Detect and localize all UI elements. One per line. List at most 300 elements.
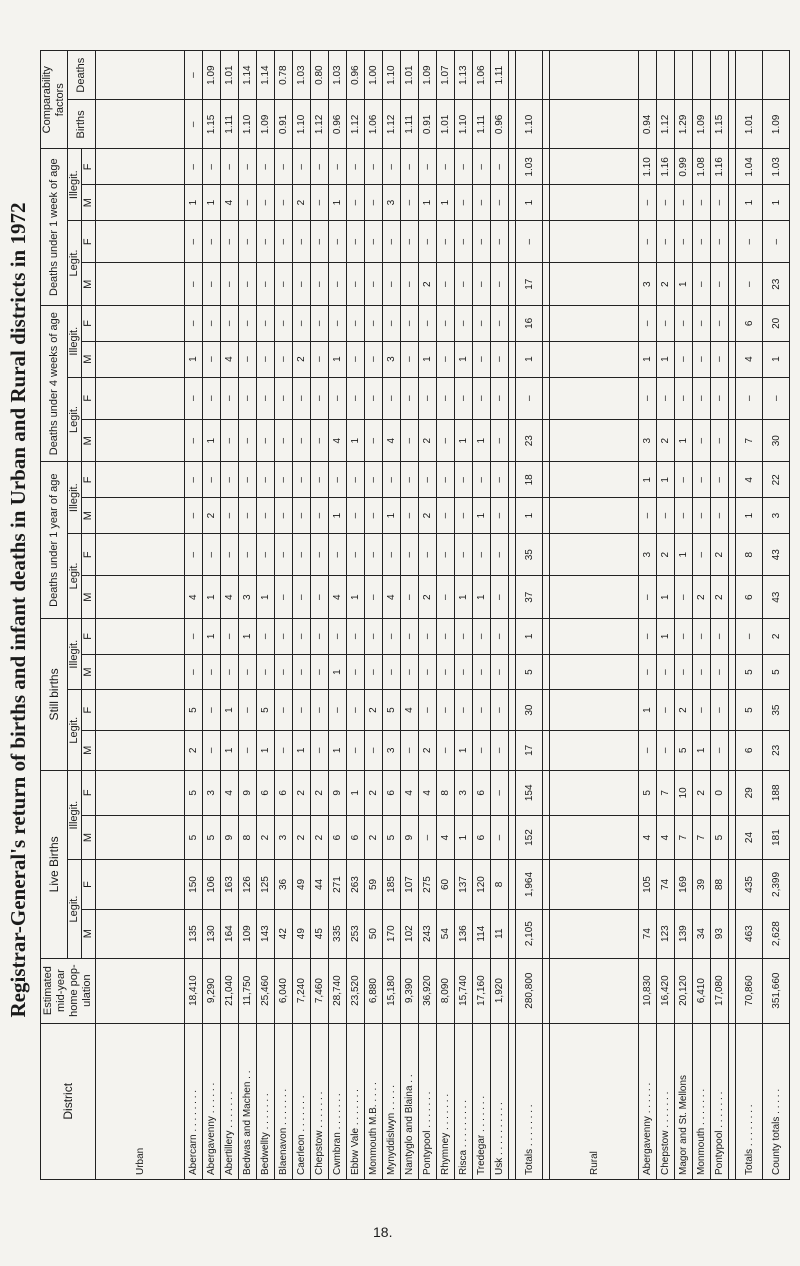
empty-cell (96, 654, 185, 690)
table-row (639, 51, 657, 1180)
data-cell: – (473, 654, 491, 690)
data-cell: – (293, 221, 311, 263)
empty-cell (550, 185, 639, 221)
legit-header: Legit. (68, 690, 82, 770)
empty-cell (509, 419, 516, 461)
empty-cell (550, 909, 639, 958)
table-row (257, 51, 275, 1180)
data-cell: – (711, 730, 729, 770)
m-header: M (82, 419, 96, 461)
data-cell: – (693, 419, 711, 461)
empty-cell (509, 618, 516, 654)
data-cell: – (221, 533, 239, 575)
data-cell: – (221, 462, 239, 498)
data-cell: – (239, 185, 257, 221)
data-cell: 1 (763, 341, 790, 377)
data-cell: 3 (763, 498, 790, 534)
data-cell: 5 (516, 654, 543, 690)
data-cell: – (293, 498, 311, 534)
data-cell: – (239, 263, 257, 305)
empty-cell (96, 419, 185, 461)
table-row (275, 51, 293, 1180)
data-cell: 1.10 (639, 149, 657, 185)
data-cell: – (639, 618, 657, 654)
data-cell: 1 (437, 185, 455, 221)
data-cell: 0.91 (275, 100, 293, 149)
data-cell: 0.78 (275, 51, 293, 100)
data-cell: – (275, 419, 293, 461)
data-cell: – (437, 690, 455, 730)
data-cell: – (203, 341, 221, 377)
data-cell: – (257, 185, 275, 221)
data-cell: 2 (293, 185, 311, 221)
district-name: Magor and St. Mellons (675, 1023, 693, 1179)
empty-cell (550, 51, 639, 100)
data-cell: – (639, 185, 657, 221)
urban-totals-row (516, 51, 543, 1180)
m-header: M (82, 185, 96, 221)
data-cell: 5 (203, 815, 221, 860)
data-cell: 6 (473, 770, 491, 815)
data-cell: 243 (419, 909, 437, 958)
data-cell: 0.96 (491, 100, 509, 149)
data-cell: 1 (639, 462, 657, 498)
data-cell: – (275, 618, 293, 654)
data-cell: 1 (347, 576, 365, 618)
data-cell: 1 (419, 341, 437, 377)
empty-cell (509, 654, 516, 690)
county-totals-row (763, 51, 790, 1180)
data-cell: – (419, 462, 437, 498)
data-cell: 15,740 (455, 958, 473, 1023)
data-cell: 1.09 (257, 100, 275, 149)
district-name: Pontypool . . . . . . . (419, 1023, 437, 1179)
data-cell: 45 (311, 909, 329, 958)
empty-cell (509, 221, 516, 263)
m-header: M (82, 576, 96, 618)
data-cell: – (491, 690, 509, 730)
data-cell: 1 (203, 185, 221, 221)
data-cell: 5 (763, 654, 790, 690)
empty-cell (509, 51, 516, 100)
data-cell: – (275, 149, 293, 185)
data-cell: – (221, 305, 239, 341)
rural-section-label-row (550, 51, 639, 1180)
data-cell: – (437, 221, 455, 263)
empty-cell (543, 305, 550, 341)
data-cell: – (329, 263, 347, 305)
empty-cell (550, 690, 639, 730)
data-cell: 1 (257, 730, 275, 770)
district-name: Abergavenny . . . . . . (639, 1023, 657, 1179)
table-row (239, 51, 257, 1180)
empty-cell (729, 690, 736, 730)
data-cell: – (401, 377, 419, 419)
data-cell: 4 (657, 815, 675, 860)
data-cell: 2 (711, 533, 729, 575)
data-cell: 18 (516, 462, 543, 498)
m-header: M (82, 730, 96, 770)
data-cell: – (401, 654, 419, 690)
data-cell: 1 (516, 498, 543, 534)
data-cell: 435 (736, 860, 763, 909)
data-cell: – (275, 533, 293, 575)
empty-cell (550, 860, 639, 909)
empty-cell (509, 909, 516, 958)
data-cell: 1 (455, 576, 473, 618)
data-cell: 2 (311, 770, 329, 815)
empty-cell (729, 730, 736, 770)
data-cell: 1 (185, 185, 203, 221)
district-name: Chepstow . . . . . . . (657, 1023, 675, 1179)
empty-cell (550, 419, 639, 461)
data-cell: – (203, 533, 221, 575)
data-cell: – (239, 654, 257, 690)
data-cell: – (257, 462, 275, 498)
data-cell: 1.01 (736, 100, 763, 149)
illegit-header: Illegit. (68, 462, 82, 534)
district-name: Totals . . . . . . . . (516, 1023, 543, 1179)
table-row (491, 51, 509, 1180)
data-cell: 1 (455, 815, 473, 860)
data-cell: – (365, 462, 383, 498)
data-cell: – (329, 149, 347, 185)
empty-cell (550, 576, 639, 618)
data-cell: 1.09 (203, 51, 221, 100)
empty-cell (543, 815, 550, 860)
empty-cell (550, 377, 639, 419)
data-cell: – (455, 654, 473, 690)
data-cell: 109 (239, 909, 257, 958)
data-cell: – (311, 462, 329, 498)
district-name: County totals . . . . . (763, 1023, 790, 1179)
data-cell: – (293, 654, 311, 690)
data-cell: – (293, 690, 311, 730)
data-cell: – (736, 377, 763, 419)
data-cell: 5 (736, 690, 763, 730)
data-cell: – (257, 305, 275, 341)
empty-cell (543, 185, 550, 221)
data-cell: 1.15 (203, 100, 221, 149)
data-cell: – (491, 263, 509, 305)
data-cell: 1.16 (657, 149, 675, 185)
data-cell: – (311, 498, 329, 534)
data-cell: – (311, 576, 329, 618)
data-cell: 6,880 (365, 958, 383, 1023)
data-cell: 7 (657, 770, 675, 815)
data-cell: – (329, 533, 347, 575)
empty-cell (543, 690, 550, 730)
data-cell: – (675, 185, 693, 221)
data-cell: 8,090 (437, 958, 455, 1023)
empty-cell (509, 149, 516, 185)
data-cell: 74 (657, 860, 675, 909)
data-cell: – (657, 654, 675, 690)
data-cell: 6 (473, 815, 491, 860)
data-cell: – (491, 185, 509, 221)
data-cell: – (401, 462, 419, 498)
data-cell (736, 51, 763, 100)
data-cell: 15,180 (383, 958, 401, 1023)
data-cell: – (675, 498, 693, 534)
data-cell: 5 (185, 690, 203, 730)
data-cell: – (203, 654, 221, 690)
data-cell: – (516, 221, 543, 263)
empty-cell (96, 576, 185, 618)
data-cell: – (293, 149, 311, 185)
data-cell: – (736, 618, 763, 654)
data-cell: 0.91 (419, 100, 437, 149)
data-cell (657, 51, 675, 100)
data-cell: – (185, 100, 203, 149)
data-cell: – (639, 377, 657, 419)
data-cell: 2 (657, 419, 675, 461)
empty-cell (509, 341, 516, 377)
empty-cell (543, 51, 550, 100)
data-cell: 11,750 (239, 958, 257, 1023)
district-name: Ebbw Vale . . . . . . . (347, 1023, 365, 1179)
data-cell: – (311, 185, 329, 221)
table-row (657, 51, 675, 1180)
data-cell: 7 (693, 815, 711, 860)
data-cell: 1.15 (711, 100, 729, 149)
data-cell: – (383, 654, 401, 690)
data-cell: – (419, 815, 437, 860)
data-cell: 1.11 (491, 51, 509, 100)
data-cell: 2 (693, 576, 711, 618)
data-cell: – (203, 149, 221, 185)
table-row (675, 51, 693, 1180)
data-cell: – (401, 498, 419, 534)
empty-cell (550, 149, 639, 185)
still-births-header: Still births (41, 618, 68, 770)
district-name: Monmouth . . . . . . . (693, 1023, 711, 1179)
empty-cell (550, 770, 639, 815)
rural-totals-row (736, 51, 763, 1180)
data-cell: – (437, 419, 455, 461)
data-cell: – (239, 221, 257, 263)
data-cell: – (347, 618, 365, 654)
empty-cell (509, 576, 516, 618)
data-cell: – (455, 263, 473, 305)
district-name: Pontypool . . . . . . . (711, 1023, 729, 1179)
data-cell: 70,860 (736, 958, 763, 1023)
data-cell: 20 (763, 305, 790, 341)
district-header: District (41, 1023, 96, 1179)
empty-cell (550, 498, 639, 534)
data-cell: 253 (347, 909, 365, 958)
data-cell: – (711, 341, 729, 377)
empty-cell (543, 958, 550, 1023)
data-cell: – (203, 221, 221, 263)
data-cell: 1.10 (239, 100, 257, 149)
data-cell: 170 (383, 909, 401, 958)
f-header: F (82, 377, 96, 419)
empty-cell (550, 221, 639, 263)
f-header: F (82, 860, 96, 909)
data-cell: – (293, 618, 311, 654)
data-cell: 1 (657, 462, 675, 498)
data-cell: 2 (657, 263, 675, 305)
data-cell: – (293, 419, 311, 461)
data-cell: – (185, 377, 203, 419)
data-cell: 1 (657, 341, 675, 377)
data-cell: – (185, 533, 203, 575)
data-cell: – (711, 185, 729, 221)
page-number: 18. (373, 1224, 393, 1240)
data-cell: 8 (491, 860, 509, 909)
data-cell: 0.99 (675, 149, 693, 185)
data-cell: 120 (473, 860, 491, 909)
data-cell: – (185, 263, 203, 305)
data-cell: 23,520 (347, 958, 365, 1023)
data-cell: 1.10 (516, 100, 543, 149)
m-header: M (82, 909, 96, 958)
data-cell: – (455, 221, 473, 263)
data-cell: – (693, 221, 711, 263)
data-cell: – (275, 305, 293, 341)
empty-cell (96, 185, 185, 221)
data-cell: 36 (275, 860, 293, 909)
data-cell: – (657, 730, 675, 770)
data-cell: 3 (383, 730, 401, 770)
data-cell: – (293, 263, 311, 305)
data-cell: 1.03 (516, 149, 543, 185)
data-cell: 0.96 (347, 51, 365, 100)
data-cell: – (347, 533, 365, 575)
data-cell: – (437, 576, 455, 618)
data-cell: 5 (639, 770, 657, 815)
data-cell: 154 (516, 770, 543, 815)
data-cell: 1 (473, 419, 491, 461)
data-cell: – (329, 377, 347, 419)
data-cell: – (693, 654, 711, 690)
data-cell: 24 (736, 815, 763, 860)
data-cell: – (675, 305, 693, 341)
empty-cell (550, 341, 639, 377)
district-name: Totals . . . . . . . . (736, 1023, 763, 1179)
data-cell: 5 (185, 815, 203, 860)
data-cell: 1 (675, 263, 693, 305)
empty-cell (96, 533, 185, 575)
data-cell: 3 (275, 815, 293, 860)
data-cell: – (221, 654, 239, 690)
data-cell: – (185, 305, 203, 341)
table-row (711, 51, 729, 1180)
data-cell: 3 (455, 770, 473, 815)
data-cell: 136 (455, 909, 473, 958)
data-cell: 3 (639, 533, 657, 575)
data-cell: – (491, 533, 509, 575)
data-cell: – (311, 618, 329, 654)
data-cell: – (639, 221, 657, 263)
data-cell: 5 (675, 730, 693, 770)
data-cell: – (657, 498, 675, 534)
data-cell: – (657, 377, 675, 419)
data-cell: – (221, 618, 239, 654)
data-cell: – (491, 618, 509, 654)
data-cell: 2 (675, 690, 693, 730)
data-cell: 39 (693, 860, 711, 909)
table-row (329, 51, 347, 1180)
data-cell: 8 (736, 533, 763, 575)
empty-cell (509, 1023, 516, 1179)
table-row (693, 51, 711, 1180)
data-cell: – (203, 690, 221, 730)
table-row (455, 51, 473, 1180)
data-cell: – (657, 221, 675, 263)
data-cell: 102 (401, 909, 419, 958)
data-cell: 1.06 (365, 100, 383, 149)
data-cell: – (257, 341, 275, 377)
data-cell: – (491, 341, 509, 377)
data-cell: – (437, 305, 455, 341)
data-cell: 2 (185, 730, 203, 770)
data-cell: – (329, 690, 347, 730)
data-cell: 1 (455, 341, 473, 377)
data-cell: – (711, 221, 729, 263)
data-cell: 35 (763, 690, 790, 730)
data-cell: 9,290 (203, 958, 221, 1023)
empty-cell (509, 498, 516, 534)
data-cell: 1.00 (365, 51, 383, 100)
data-cell: 1.11 (401, 100, 419, 149)
rural-section-label: Rural (550, 1023, 639, 1179)
data-cell: – (293, 462, 311, 498)
data-cell: 21,040 (221, 958, 239, 1023)
data-cell: – (693, 263, 711, 305)
data-cell: – (491, 462, 509, 498)
data-cell: – (693, 498, 711, 534)
data-cell: – (675, 618, 693, 654)
data-cell: – (347, 654, 365, 690)
deaths-year-header: Deaths under 1 year of age (41, 462, 68, 618)
data-cell: 107 (401, 860, 419, 909)
data-cell: 1.09 (693, 100, 711, 149)
table-body (96, 51, 790, 1180)
data-cell: – (455, 690, 473, 730)
data-cell: – (275, 462, 293, 498)
m-header: M (82, 341, 96, 377)
data-cell: – (675, 462, 693, 498)
empty-cell (96, 730, 185, 770)
data-cell: 1.07 (437, 51, 455, 100)
empty-cell (96, 618, 185, 654)
data-cell: – (455, 377, 473, 419)
empty-cell (96, 815, 185, 860)
data-cell: – (185, 618, 203, 654)
data-cell: 9 (329, 770, 347, 815)
empty-cell (729, 654, 736, 690)
data-cell: 275 (419, 860, 437, 909)
data-cell: – (221, 419, 239, 461)
empty-cell (96, 690, 185, 730)
data-cell: – (419, 533, 437, 575)
empty-cell (96, 100, 185, 149)
table-row (203, 51, 221, 1180)
data-cell: 1 (516, 341, 543, 377)
empty-cell (550, 305, 639, 341)
data-cell: – (365, 618, 383, 654)
data-cell: – (257, 533, 275, 575)
data-cell: 1 (347, 419, 365, 461)
data-cell: 185 (383, 860, 401, 909)
data-cell: – (221, 263, 239, 305)
empty-cell (729, 770, 736, 815)
urban-section-label-row (96, 51, 185, 1180)
data-cell: 4 (419, 770, 437, 815)
data-cell: 7,240 (293, 958, 311, 1023)
